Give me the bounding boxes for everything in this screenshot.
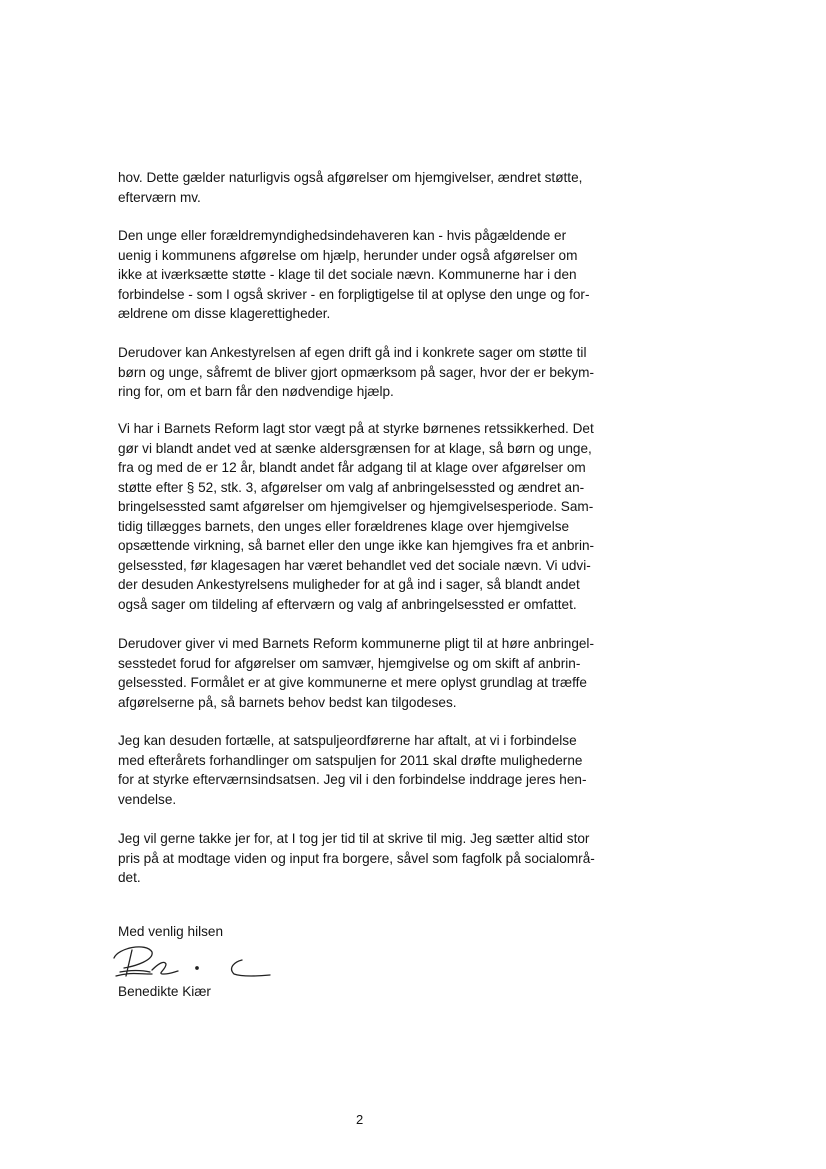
text-line: gør vi blandt andet ved at sænke aldersgrænsen for at klage, så børn og unge, — [118, 440, 592, 456]
text-line: bringelsessted samt afgørelser om hjemgivelser og hjemgivelsesperiode. Sam- — [118, 499, 594, 515]
paragraph-2 — [118, 226, 638, 324]
text-line: der desuden Ankestyrelsens muligheder for at gå ind i sager, så blandt andet — [118, 577, 580, 593]
text-line: fra og med de er 12 år, blandt andet får adgang til at klage over afgørelser om — [118, 460, 586, 476]
text-line: vendelse. — [118, 791, 177, 807]
page-number: 2 — [356, 1112, 364, 1127]
paragraph-5 — [118, 634, 638, 712]
text-line: Den unge eller forældremyndighedsindehaveren kan - hvis pågældende er — [118, 228, 567, 243]
signer-name-text: Benedikte Kiær — [118, 984, 211, 999]
text-line: Derudover kan Ankestyrelsen af egen drift gå ind i konkrete sager om støtte til — [118, 345, 587, 360]
text-line: forbindelse - som I også skriver - en forpligtigelse til at oplyse den unge og for- — [118, 286, 590, 302]
closing — [118, 922, 638, 942]
text-line: børn og unge, såfremt de bliver gjort opmærksom på sager, hvor der er bekym- — [118, 364, 594, 380]
text-line: pris på at modtage viden og input fra borgere, såvel som fagfolk på socialområ- — [118, 850, 595, 866]
signer-name — [118, 982, 638, 1002]
paragraph-7 — [118, 829, 638, 888]
text-line: ældrene om disse klagerettigheder. — [118, 306, 331, 322]
text-line: støtte efter § 52, stk. 3, afgørelser om valg af anbringelsessted og ændret an- — [118, 479, 585, 495]
paragraph-6 — [118, 731, 638, 809]
text-line: også sager om tildeling af efterværn og valg af anbringelsessted er omfattet. — [118, 596, 577, 612]
paragraph-3 — [118, 343, 638, 402]
text-line: Derudover giver vi med Barnets Reform kommunerne pligt til at høre anbringel- — [118, 636, 594, 651]
signature — [112, 944, 282, 984]
text-line: med efterårets forhandlinger om satspuljen for 2011 skal drøfte mulighederne — [118, 752, 583, 768]
text-line: opsættende virkning, så barnet eller den unge ikke kan hjemgives fra et anbrin- — [118, 538, 595, 554]
text-line: afgørelserne på, så barnets behov bedst kan tilgodeses. — [118, 694, 457, 710]
text-line: Vi har i Barnets Reform lagt stor vægt på at styrke børnenes retssikkerhed. Det — [118, 421, 594, 436]
text-line: det. — [118, 870, 141, 886]
text-line: tidig tillægges barnets, den unges eller forældrenes klage over hjemgivelse — [118, 518, 570, 534]
text-line: gelsessted, før klagesagen har været behandlet ved det sociale nævn. Vi udvi- — [118, 557, 591, 573]
closing-text: Med venlig hilsen — [118, 924, 224, 939]
text-line: sesstedet forud for afgørelser om samvær, hjemgivelse og om skift af anbrin- — [118, 655, 581, 671]
text-line: ring for, om et barn får den nødvendige hjælp. — [118, 384, 394, 400]
text-line: gelsessted. Formålet er at give kommunerne et mere oplyst grundlag at træffe — [118, 675, 587, 691]
text-line: for at styrke efterværnsindsatsen. Jeg vil i den forbindelse inddrage jeres hen- — [118, 772, 587, 788]
text-line: uenig i kommunens afgørelse om hjælp, herunder under også afgørelser om — [118, 247, 578, 263]
text-line: hov. Dette gælder naturligvis også afgørelser om hjemgivelser, ændret støtte, — [118, 170, 583, 185]
text-line: Jeg kan desuden fortælle, at satspuljeordførerne har aftalt, at vi i forbindelse — [118, 733, 577, 748]
text-line: Jeg vil gerne takke jer for, at I tog jer tid til at skrive til mig. Jeg sætter altid stor — [118, 831, 590, 846]
text-line: ikke at iværksætte støtte - klage til det sociale nævn. Kommunerne har i den — [118, 267, 577, 283]
paragraph-4 — [118, 419, 638, 614]
text-line: efterværn mv. — [118, 189, 201, 205]
paragraph-1 — [118, 168, 638, 207]
